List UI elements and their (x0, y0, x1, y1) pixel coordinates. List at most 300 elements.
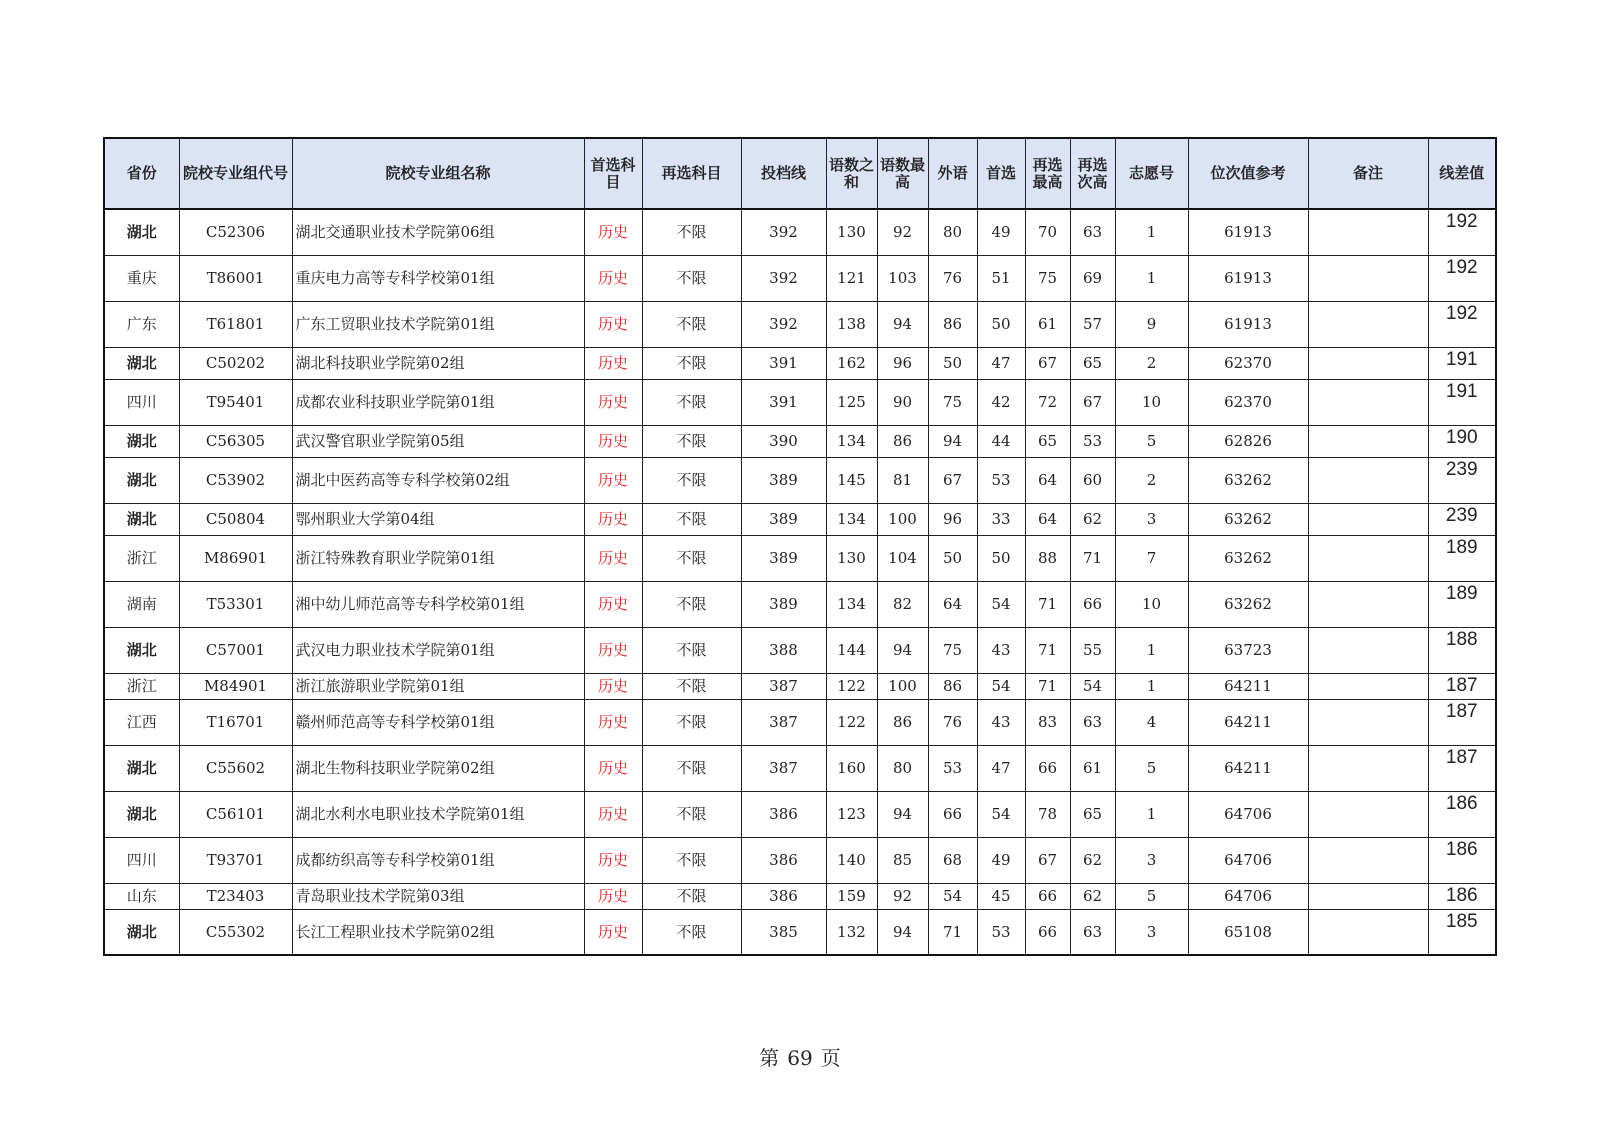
cell-group-code: T61801 (179, 301, 292, 347)
header-group-name: 院校专业组名称 (292, 138, 584, 209)
cell-group-code: M86901 (179, 535, 292, 581)
cell-chinese-math-sum: 134 (826, 503, 877, 535)
cell-province: 湖北 (104, 791, 179, 837)
cell-chinese-math-max: 94 (877, 301, 928, 347)
cell-cutoff-line: 386 (741, 837, 826, 883)
cell-wish-number: 1 (1115, 209, 1188, 255)
cell-chinese-math-sum: 160 (826, 745, 877, 791)
cell-wish-number: 3 (1115, 837, 1188, 883)
cell-chinese-math-sum: 123 (826, 791, 877, 837)
cell-line-difference: 190 (1428, 425, 1496, 457)
cell-reselect-max: 65 (1025, 425, 1070, 457)
cell-first-score: 54 (977, 673, 1025, 699)
cell-cutoff-line: 389 (741, 457, 826, 503)
cell-foreign-language: 80 (928, 209, 977, 255)
cell-group-code: C55602 (179, 745, 292, 791)
cell-first-score: 44 (977, 425, 1025, 457)
cell-reselect-second: 62 (1070, 837, 1115, 883)
table-row (104, 837, 1496, 883)
table-row (104, 457, 1496, 503)
cell-reselect-max: 66 (1025, 909, 1070, 955)
cell-line-difference: 188 (1428, 627, 1496, 673)
cell-notes (1308, 425, 1428, 457)
cell-province: 四川 (104, 837, 179, 883)
cell-second-subject: 不限 (642, 627, 741, 673)
cell-group-code: C57001 (179, 627, 292, 673)
cell-foreign-language: 76 (928, 255, 977, 301)
cell-reselect-second: 62 (1070, 883, 1115, 909)
cell-notes (1308, 699, 1428, 745)
table-row (104, 791, 1496, 837)
cell-line-difference: 189 (1428, 535, 1496, 581)
cell-chinese-math-max: 81 (877, 457, 928, 503)
cell-foreign-language: 67 (928, 457, 977, 503)
cell-notes (1308, 909, 1428, 955)
cell-group-code: T95401 (179, 379, 292, 425)
cell-wish-number: 1 (1115, 791, 1188, 837)
cell-group-name: 青岛职业技术学院第03组 (292, 883, 584, 909)
cell-second-subject: 不限 (642, 425, 741, 457)
cell-notes (1308, 255, 1428, 301)
cell-line-difference: 192 (1428, 301, 1496, 347)
cell-wish-number: 1 (1115, 255, 1188, 301)
table-row (104, 425, 1496, 457)
cell-group-code: T16701 (179, 699, 292, 745)
cell-first-subject: 历史 (584, 503, 642, 535)
cell-province: 四川 (104, 379, 179, 425)
cell-notes (1308, 581, 1428, 627)
cell-group-code: T53301 (179, 581, 292, 627)
cell-first-score: 43 (977, 699, 1025, 745)
cell-chinese-math-sum: 134 (826, 425, 877, 457)
cell-foreign-language: 50 (928, 347, 977, 379)
header-group-code: 院校专业组代号 (179, 138, 292, 209)
header-line-difference: 线差值 (1428, 138, 1496, 209)
cell-cutoff-line: 392 (741, 255, 826, 301)
table-row (104, 347, 1496, 379)
page-footer (0, 1042, 1600, 1071)
cell-rank-reference: 65108 (1188, 909, 1308, 955)
cell-second-subject: 不限 (642, 699, 741, 745)
header-rank-reference: 位次值参考 (1188, 138, 1308, 209)
cell-chinese-math-sum: 145 (826, 457, 877, 503)
cell-province: 湖南 (104, 581, 179, 627)
cell-first-score: 53 (977, 909, 1025, 955)
cell-chinese-math-sum: 132 (826, 909, 877, 955)
cell-reselect-second: 66 (1070, 581, 1115, 627)
cell-rank-reference: 63262 (1188, 535, 1308, 581)
cell-reselect-max: 64 (1025, 457, 1070, 503)
cell-group-code: C52306 (179, 209, 292, 255)
cell-second-subject: 不限 (642, 457, 741, 503)
cell-second-subject: 不限 (642, 909, 741, 955)
cell-cutoff-line: 392 (741, 301, 826, 347)
cell-notes (1308, 837, 1428, 883)
cell-chinese-math-max: 94 (877, 909, 928, 955)
cell-wish-number: 1 (1115, 627, 1188, 673)
cell-rank-reference: 64706 (1188, 791, 1308, 837)
cell-province: 浙江 (104, 673, 179, 699)
cell-province: 湖北 (104, 627, 179, 673)
cell-notes (1308, 301, 1428, 347)
cell-rank-reference: 62370 (1188, 379, 1308, 425)
cell-group-name: 鄂州职业大学第04组 (292, 503, 584, 535)
cell-chinese-math-max: 85 (877, 837, 928, 883)
cell-chinese-math-max: 100 (877, 503, 928, 535)
cell-second-subject: 不限 (642, 209, 741, 255)
cell-chinese-math-sum: 159 (826, 883, 877, 909)
cell-group-name: 湖北交通职业技术学院第06组 (292, 209, 584, 255)
cell-reselect-second: 62 (1070, 503, 1115, 535)
cell-foreign-language: 86 (928, 673, 977, 699)
cell-first-subject: 历史 (584, 837, 642, 883)
cell-foreign-language: 54 (928, 883, 977, 909)
cell-notes (1308, 457, 1428, 503)
cell-wish-number: 10 (1115, 581, 1188, 627)
cell-wish-number: 4 (1115, 699, 1188, 745)
table-row (104, 883, 1496, 909)
admission-table (103, 137, 1497, 956)
cell-line-difference: 187 (1428, 699, 1496, 745)
table-row (104, 209, 1496, 255)
cell-line-difference: 239 (1428, 457, 1496, 503)
cell-first-subject: 历史 (584, 745, 642, 791)
cell-rank-reference: 64706 (1188, 883, 1308, 909)
cell-first-score: 47 (977, 347, 1025, 379)
cell-group-code: M84901 (179, 673, 292, 699)
header-chinese-math-sum: 语数之和 (826, 138, 877, 209)
cell-notes (1308, 745, 1428, 791)
cell-province: 湖北 (104, 909, 179, 955)
cell-group-name: 湖北生物科技职业学院第02组 (292, 745, 584, 791)
header-wish-number: 志愿号 (1115, 138, 1188, 209)
cell-foreign-language: 75 (928, 379, 977, 425)
cell-first-score: 47 (977, 745, 1025, 791)
cell-cutoff-line: 387 (741, 745, 826, 791)
cell-chinese-math-sum: 134 (826, 581, 877, 627)
header-reselect-second: 再选次高 (1070, 138, 1115, 209)
cell-foreign-language: 75 (928, 627, 977, 673)
cell-first-score: 51 (977, 255, 1025, 301)
cell-second-subject: 不限 (642, 791, 741, 837)
cell-second-subject: 不限 (642, 347, 741, 379)
cell-line-difference: 186 (1428, 837, 1496, 883)
cell-first-score: 45 (977, 883, 1025, 909)
cell-foreign-language: 68 (928, 837, 977, 883)
cell-cutoff-line: 391 (741, 379, 826, 425)
cell-wish-number: 1 (1115, 673, 1188, 699)
cell-reselect-second: 54 (1070, 673, 1115, 699)
cell-reselect-max: 66 (1025, 745, 1070, 791)
cell-group-name: 长江工程职业技术学院第02组 (292, 909, 584, 955)
cell-reselect-max: 72 (1025, 379, 1070, 425)
cell-chinese-math-sum: 122 (826, 673, 877, 699)
cell-wish-number: 9 (1115, 301, 1188, 347)
cell-second-subject: 不限 (642, 837, 741, 883)
cell-reselect-second: 60 (1070, 457, 1115, 503)
header-cutoff-line: 投档线 (741, 138, 826, 209)
cell-notes (1308, 379, 1428, 425)
cell-line-difference: 192 (1428, 209, 1496, 255)
cell-rank-reference: 62370 (1188, 347, 1308, 379)
cell-cutoff-line: 388 (741, 627, 826, 673)
table-body (104, 209, 1496, 955)
cell-line-difference: 187 (1428, 745, 1496, 791)
cell-group-name: 赣州师范高等专科学校第01组 (292, 699, 584, 745)
header-notes: 备注 (1308, 138, 1428, 209)
cell-rank-reference: 63262 (1188, 581, 1308, 627)
cell-chinese-math-sum: 122 (826, 699, 877, 745)
cell-group-name: 重庆电力高等专科学校第01组 (292, 255, 584, 301)
cell-reselect-max: 71 (1025, 581, 1070, 627)
cell-chinese-math-sum: 140 (826, 837, 877, 883)
cell-reselect-max: 67 (1025, 837, 1070, 883)
cell-reselect-second: 63 (1070, 699, 1115, 745)
cell-line-difference: 186 (1428, 883, 1496, 909)
cell-chinese-math-sum: 162 (826, 347, 877, 379)
cell-group-code: C56101 (179, 791, 292, 837)
cell-line-difference: 185 (1428, 909, 1496, 955)
cell-group-name: 湘中幼儿师范高等专科学校第01组 (292, 581, 584, 627)
cell-first-score: 54 (977, 581, 1025, 627)
cell-rank-reference: 64211 (1188, 673, 1308, 699)
cell-second-subject: 不限 (642, 883, 741, 909)
cell-reselect-second: 65 (1070, 347, 1115, 379)
cell-province: 湖北 (104, 425, 179, 457)
cell-rank-reference: 63723 (1188, 627, 1308, 673)
cell-reselect-second: 67 (1070, 379, 1115, 425)
table-row (104, 379, 1496, 425)
cell-group-code: C50202 (179, 347, 292, 379)
cell-line-difference: 191 (1428, 347, 1496, 379)
cell-rank-reference: 62826 (1188, 425, 1308, 457)
cell-cutoff-line: 389 (741, 581, 826, 627)
cell-rank-reference: 61913 (1188, 301, 1308, 347)
cell-reselect-second: 57 (1070, 301, 1115, 347)
header-reselect-max: 再选最高 (1025, 138, 1070, 209)
cell-first-subject: 历史 (584, 791, 642, 837)
cell-second-subject: 不限 (642, 301, 741, 347)
cell-foreign-language: 71 (928, 909, 977, 955)
cell-wish-number: 5 (1115, 425, 1188, 457)
cell-second-subject: 不限 (642, 581, 741, 627)
cell-chinese-math-sum: 130 (826, 209, 877, 255)
cell-notes (1308, 883, 1428, 909)
cell-reselect-max: 67 (1025, 347, 1070, 379)
cell-group-name: 湖北中医药高等专科学校第02组 (292, 457, 584, 503)
cell-chinese-math-max: 90 (877, 379, 928, 425)
cell-cutoff-line: 385 (741, 909, 826, 955)
cell-first-score: 49 (977, 209, 1025, 255)
header-chinese-math-max: 语数最高 (877, 138, 928, 209)
cell-group-name: 成都纺织高等专科学校第01组 (292, 837, 584, 883)
cell-first-score: 42 (977, 379, 1025, 425)
cell-wish-number: 3 (1115, 909, 1188, 955)
cell-group-name: 武汉电力职业技术学院第01组 (292, 627, 584, 673)
cell-first-score: 43 (977, 627, 1025, 673)
header-province: 省份 (104, 138, 179, 209)
cell-wish-number: 3 (1115, 503, 1188, 535)
cell-reselect-second: 63 (1070, 909, 1115, 955)
header-foreign-language: 外语 (928, 138, 977, 209)
cell-second-subject: 不限 (642, 673, 741, 699)
page-suffix: 页 (820, 1046, 841, 1070)
cell-first-subject: 历史 (584, 581, 642, 627)
cell-first-subject: 历史 (584, 699, 642, 745)
table-row (104, 699, 1496, 745)
cell-cutoff-line: 386 (741, 883, 826, 909)
cell-reselect-max: 71 (1025, 673, 1070, 699)
cell-rank-reference: 64211 (1188, 699, 1308, 745)
cell-cutoff-line: 386 (741, 791, 826, 837)
cell-first-score: 54 (977, 791, 1025, 837)
table-row (104, 745, 1496, 791)
cell-notes (1308, 347, 1428, 379)
cell-first-score: 33 (977, 503, 1025, 535)
cell-first-score: 50 (977, 535, 1025, 581)
cell-reselect-max: 88 (1025, 535, 1070, 581)
cell-foreign-language: 64 (928, 581, 977, 627)
page-prefix: 第 (759, 1046, 780, 1070)
cell-foreign-language: 66 (928, 791, 977, 837)
cell-province: 广东 (104, 301, 179, 347)
cell-second-subject: 不限 (642, 745, 741, 791)
page-number: 69 (787, 1046, 813, 1070)
header-row (104, 138, 1496, 209)
cell-notes (1308, 627, 1428, 673)
cell-first-subject: 历史 (584, 627, 642, 673)
cell-first-subject: 历史 (584, 209, 642, 255)
table-row (104, 503, 1496, 535)
table-row (104, 673, 1496, 699)
cell-group-code: C56305 (179, 425, 292, 457)
header-second-subject: 再选科目 (642, 138, 741, 209)
cell-province: 湖北 (104, 209, 179, 255)
cell-group-code: C55302 (179, 909, 292, 955)
cell-reselect-second: 55 (1070, 627, 1115, 673)
cell-cutoff-line: 389 (741, 535, 826, 581)
cell-chinese-math-max: 94 (877, 627, 928, 673)
cell-cutoff-line: 392 (741, 209, 826, 255)
cell-second-subject: 不限 (642, 535, 741, 581)
cell-group-code: T93701 (179, 837, 292, 883)
cell-chinese-math-sum: 121 (826, 255, 877, 301)
cell-line-difference: 187 (1428, 673, 1496, 699)
cell-chinese-math-max: 86 (877, 699, 928, 745)
table-row (104, 301, 1496, 347)
cell-reselect-max: 75 (1025, 255, 1070, 301)
cell-chinese-math-max: 104 (877, 535, 928, 581)
cell-province: 湖北 (104, 347, 179, 379)
cell-chinese-math-max: 103 (877, 255, 928, 301)
cell-cutoff-line: 389 (741, 503, 826, 535)
cell-rank-reference: 63262 (1188, 457, 1308, 503)
cell-reselect-max: 78 (1025, 791, 1070, 837)
cell-first-subject: 历史 (584, 457, 642, 503)
cell-second-subject: 不限 (642, 255, 741, 301)
table-row (104, 627, 1496, 673)
cell-foreign-language: 86 (928, 301, 977, 347)
cell-cutoff-line: 391 (741, 347, 826, 379)
cell-reselect-second: 63 (1070, 209, 1115, 255)
header-first-score: 首选 (977, 138, 1025, 209)
cell-first-subject: 历史 (584, 301, 642, 347)
cell-first-score: 49 (977, 837, 1025, 883)
table-row (104, 581, 1496, 627)
cell-reselect-second: 71 (1070, 535, 1115, 581)
cell-wish-number: 2 (1115, 347, 1188, 379)
cell-chinese-math-sum: 125 (826, 379, 877, 425)
cell-first-score: 53 (977, 457, 1025, 503)
cell-group-code: T23403 (179, 883, 292, 909)
cell-group-code: C53902 (179, 457, 292, 503)
cell-group-code: T86001 (179, 255, 292, 301)
cell-chinese-math-max: 80 (877, 745, 928, 791)
cell-province: 江西 (104, 699, 179, 745)
cell-chinese-math-max: 100 (877, 673, 928, 699)
cell-wish-number: 10 (1115, 379, 1188, 425)
cell-province: 湖北 (104, 457, 179, 503)
cell-group-name: 成都农业科技职业学院第01组 (292, 379, 584, 425)
cell-reselect-max: 70 (1025, 209, 1070, 255)
cell-first-subject: 历史 (584, 347, 642, 379)
cell-chinese-math-sum: 144 (826, 627, 877, 673)
cell-group-name: 武汉警官职业学院第05组 (292, 425, 584, 457)
cell-chinese-math-max: 82 (877, 581, 928, 627)
cell-rank-reference: 63262 (1188, 503, 1308, 535)
cell-rank-reference: 64211 (1188, 745, 1308, 791)
table-row (104, 535, 1496, 581)
cell-foreign-language: 50 (928, 535, 977, 581)
cell-chinese-math-sum: 138 (826, 301, 877, 347)
cell-first-subject: 历史 (584, 535, 642, 581)
cell-chinese-math-max: 92 (877, 883, 928, 909)
cell-notes (1308, 503, 1428, 535)
cell-province: 湖北 (104, 503, 179, 535)
cell-reselect-max: 71 (1025, 627, 1070, 673)
cell-reselect-second: 65 (1070, 791, 1115, 837)
cell-reselect-max: 83 (1025, 699, 1070, 745)
cell-line-difference: 186 (1428, 791, 1496, 837)
cell-reselect-max: 64 (1025, 503, 1070, 535)
cell-chinese-math-max: 96 (877, 347, 928, 379)
cell-reselect-max: 66 (1025, 883, 1070, 909)
cell-cutoff-line: 387 (741, 699, 826, 745)
cell-group-name: 浙江旅游职业学院第01组 (292, 673, 584, 699)
cell-first-subject: 历史 (584, 379, 642, 425)
cell-first-subject: 历史 (584, 883, 642, 909)
cell-province: 山东 (104, 883, 179, 909)
cell-wish-number: 5 (1115, 883, 1188, 909)
cell-reselect-second: 53 (1070, 425, 1115, 457)
cell-foreign-language: 53 (928, 745, 977, 791)
cell-second-subject: 不限 (642, 503, 741, 535)
cell-chinese-math-max: 86 (877, 425, 928, 457)
cell-province: 重庆 (104, 255, 179, 301)
cell-rank-reference: 61913 (1188, 209, 1308, 255)
cell-foreign-language: 76 (928, 699, 977, 745)
cell-reselect-max: 61 (1025, 301, 1070, 347)
cell-reselect-second: 61 (1070, 745, 1115, 791)
cell-province: 湖北 (104, 745, 179, 791)
cell-first-subject: 历史 (584, 673, 642, 699)
cell-first-subject: 历史 (584, 909, 642, 955)
cell-cutoff-line: 390 (741, 425, 826, 457)
cell-wish-number: 2 (1115, 457, 1188, 503)
table-row (104, 255, 1496, 301)
cell-notes (1308, 791, 1428, 837)
cell-group-name: 湖北科技职业学院第02组 (292, 347, 584, 379)
